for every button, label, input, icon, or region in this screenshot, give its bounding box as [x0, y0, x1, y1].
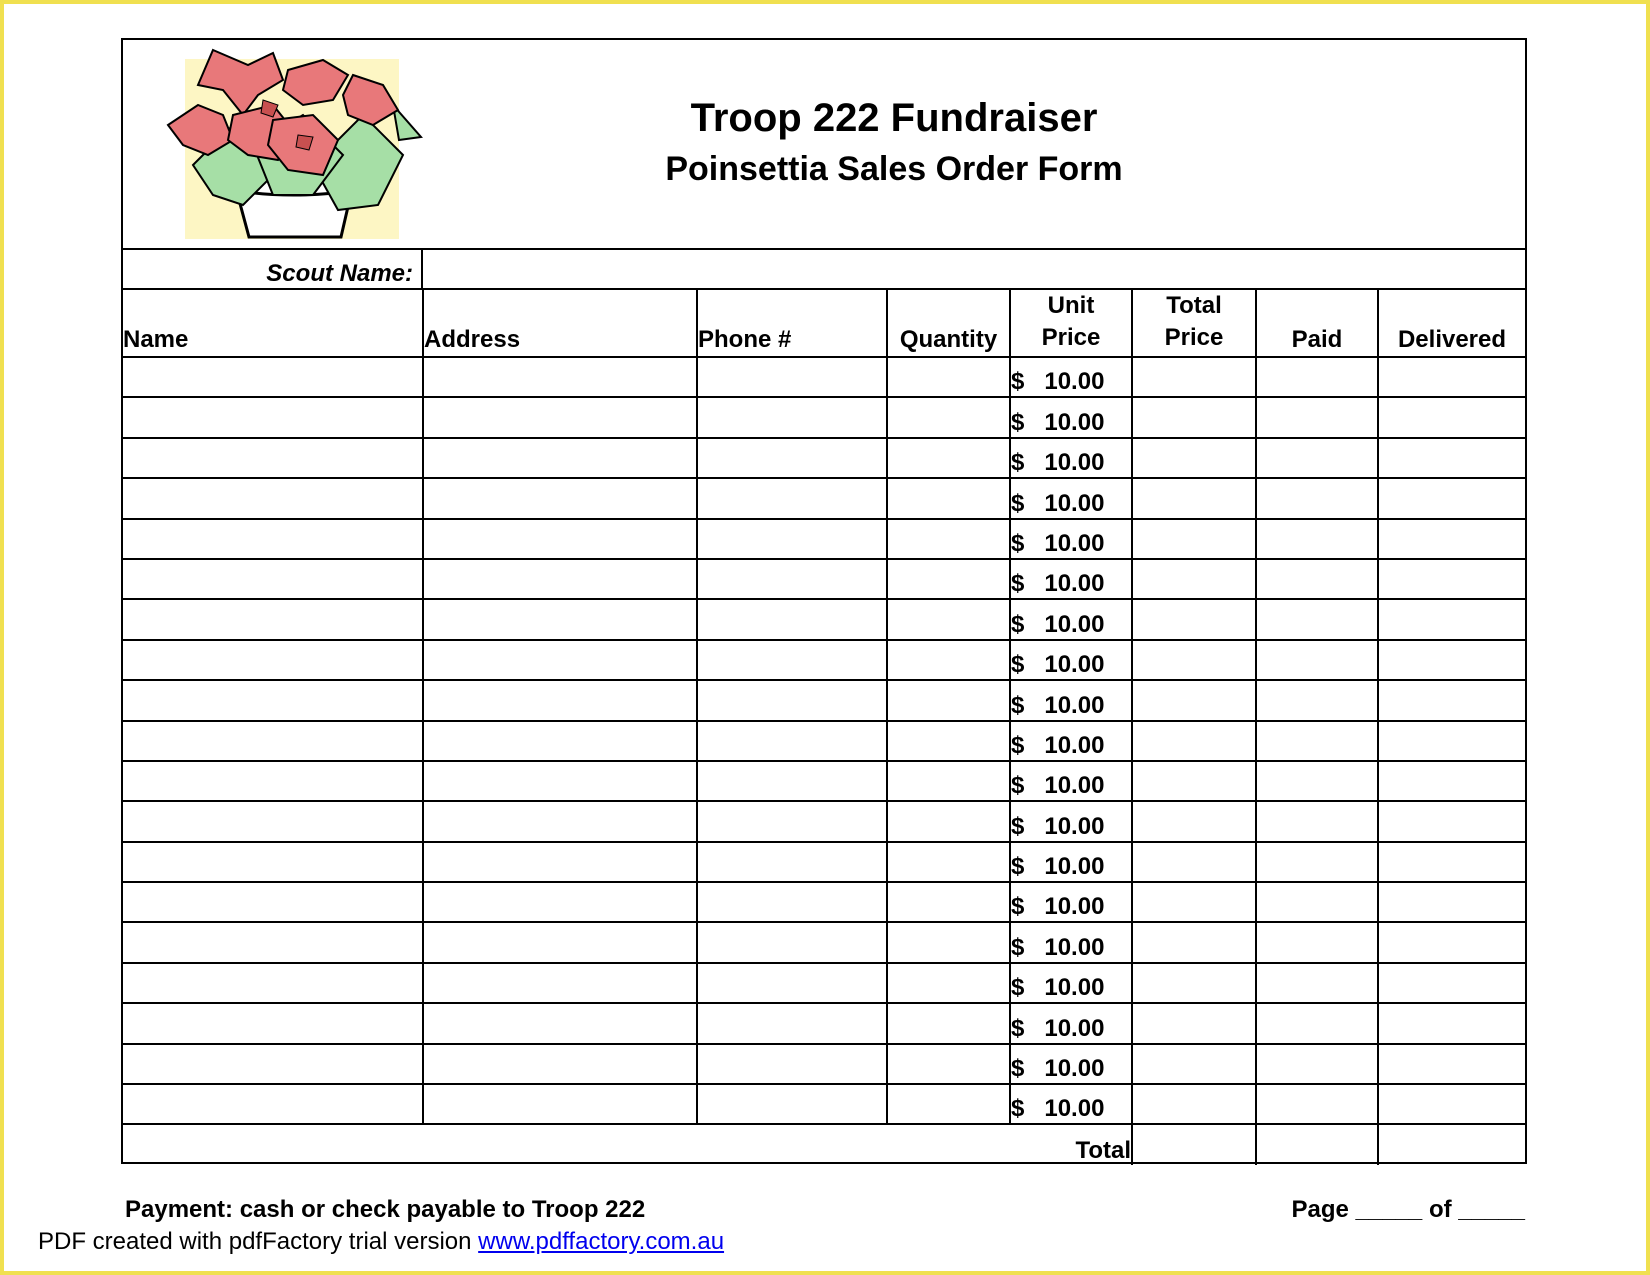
phone-cell[interactable] [697, 599, 887, 639]
quantity-cell[interactable] [887, 640, 1010, 680]
total-label: Total [123, 1124, 1132, 1164]
order-row [123, 438, 1525, 478]
order-row [123, 882, 1525, 922]
name-cell[interactable] [123, 842, 423, 882]
delivered-cell[interactable] [1378, 1044, 1525, 1084]
unit-price-cell: $ 10.00 [1010, 1003, 1132, 1043]
paid-cell[interactable] [1256, 963, 1378, 1003]
footer-text: PDF created with pdfFactory trial version [38, 1228, 479, 1255]
delivered-cell[interactable] [1378, 357, 1525, 397]
name-cell[interactable] [123, 397, 423, 437]
delivered-cell[interactable] [1378, 761, 1525, 801]
order-row [123, 842, 1525, 882]
quantity-cell[interactable] [887, 1044, 1010, 1084]
paid-cell[interactable] [1256, 842, 1378, 882]
order-row [123, 397, 1525, 437]
name-cell[interactable] [123, 680, 423, 720]
total-price-cell[interactable] [1132, 963, 1256, 1003]
address-cell[interactable] [423, 963, 697, 1003]
unit-price-cell: $ 10.00 [1010, 801, 1132, 841]
unit-price-cell: $ 10.00 [1010, 438, 1132, 478]
quantity-cell[interactable] [887, 357, 1010, 397]
unit-price-cell: $ 10.00 [1010, 842, 1132, 882]
paid-cell[interactable] [1256, 721, 1378, 761]
delivered-cell[interactable] [1378, 882, 1525, 922]
delivered-cell[interactable] [1378, 397, 1525, 437]
address-cell[interactable] [423, 640, 697, 680]
name-cell[interactable] [123, 478, 423, 518]
unit-price-cell: $ 10.00 [1010, 680, 1132, 720]
phone-cell[interactable] [697, 1003, 887, 1043]
unit-price-cell: $ 10.00 [1010, 397, 1132, 437]
total-price-cell[interactable] [1132, 397, 1256, 437]
quantity-cell[interactable] [887, 1084, 1010, 1124]
quantity-cell[interactable] [887, 397, 1010, 437]
address-cell[interactable] [423, 438, 697, 478]
name-cell[interactable] [123, 1084, 423, 1124]
order-row [123, 357, 1525, 397]
phone-cell[interactable] [697, 519, 887, 559]
form-header [123, 40, 1525, 250]
order-row [123, 559, 1525, 599]
paid-cell[interactable] [1256, 1044, 1378, 1084]
unit-price-cell: $ 10.00 [1010, 599, 1132, 639]
unit-price-cell: $ 10.00 [1010, 519, 1132, 559]
total-price-cell[interactable] [1132, 842, 1256, 882]
name-cell[interactable] [123, 761, 423, 801]
address-cell[interactable] [423, 599, 697, 639]
name-cell[interactable] [123, 357, 423, 397]
address-cell[interactable] [423, 922, 697, 962]
form-subtitle: Poinsettia Sales Order Form [665, 150, 1123, 188]
total-price-cell[interactable] [1132, 761, 1256, 801]
name-cell[interactable] [123, 882, 423, 922]
form-title: Troop 222 Fundraiser [690, 96, 1098, 140]
paid-cell[interactable] [1256, 599, 1378, 639]
col-header-quantity: Quantity [887, 290, 1010, 357]
name-cell[interactable] [123, 1003, 423, 1043]
unit-price-line-2: Price [1041, 324, 1101, 351]
address-cell[interactable] [423, 761, 697, 801]
quantity-cell[interactable] [887, 882, 1010, 922]
paid-total-cell[interactable] [1256, 1124, 1378, 1164]
total-row [123, 1124, 1525, 1164]
order-row [123, 1044, 1525, 1084]
total-price-cell[interactable] [1132, 357, 1256, 397]
payment-note: Payment: cash or check payable to Troop 222 [125, 1196, 646, 1223]
order-row [123, 599, 1525, 639]
phone-cell[interactable] [697, 801, 887, 841]
delivered-cell[interactable] [1378, 519, 1525, 559]
orders-table [123, 290, 1525, 1165]
paid-cell[interactable] [1256, 397, 1378, 437]
total-price-cell[interactable] [1132, 721, 1256, 761]
quantity-cell[interactable] [887, 1003, 1010, 1043]
delivered-cell[interactable] [1378, 963, 1525, 1003]
pdffactory-link[interactable]: www.pdffactory.com.au [478, 1228, 725, 1255]
order-row [123, 721, 1525, 761]
unit-price-cell: $ 10.00 [1010, 882, 1132, 922]
poinsettia-plant-icon [163, 45, 423, 245]
order-row [123, 963, 1525, 1003]
address-cell[interactable] [423, 882, 697, 922]
unit-price-cell: $ 10.00 [1010, 963, 1132, 1003]
quantity-cell[interactable] [887, 680, 1010, 720]
paid-cell[interactable] [1256, 519, 1378, 559]
delivered-cell[interactable] [1378, 559, 1525, 599]
phone-cell[interactable] [697, 680, 887, 720]
total-price-cell[interactable] [1132, 599, 1256, 639]
order-row [123, 640, 1525, 680]
col-header-delivered: Delivered [1378, 290, 1525, 357]
total-price-line-2: Price [1164, 324, 1224, 351]
phone-cell[interactable] [697, 438, 887, 478]
total-price-cell[interactable] [1132, 478, 1256, 518]
total-price-line-1: Total [1166, 292, 1222, 319]
total-price-cell[interactable] [1132, 559, 1256, 599]
unit-price-cell: $ 10.00 [1010, 1044, 1132, 1084]
quantity-cell[interactable] [887, 761, 1010, 801]
delivered-cell[interactable] [1378, 801, 1525, 841]
paid-cell[interactable] [1256, 640, 1378, 680]
unit-price-cell: $ 10.00 [1010, 1084, 1132, 1124]
name-cell[interactable] [123, 801, 423, 841]
quantity-cell[interactable] [887, 478, 1010, 518]
delivered-cell[interactable] [1378, 842, 1525, 882]
order-row [123, 801, 1525, 841]
name-cell[interactable] [123, 519, 423, 559]
order-row [123, 680, 1525, 720]
paid-cell[interactable] [1256, 478, 1378, 518]
phone-cell[interactable] [697, 721, 887, 761]
phone-cell[interactable] [697, 559, 887, 599]
phone-cell[interactable] [697, 357, 887, 397]
unit-price-cell: $ 10.00 [1010, 640, 1132, 680]
phone-cell[interactable] [697, 1084, 887, 1124]
total-price-cell[interactable] [1132, 1084, 1256, 1124]
quantity-cell[interactable] [887, 519, 1010, 559]
delivered-cell[interactable] [1378, 922, 1525, 962]
paid-cell[interactable] [1256, 680, 1378, 720]
total-price-cell[interactable] [1132, 922, 1256, 962]
paid-cell[interactable] [1256, 357, 1378, 397]
address-cell[interactable] [423, 801, 697, 841]
total-price-cell[interactable] [1132, 519, 1256, 559]
address-cell[interactable] [423, 397, 697, 437]
address-cell[interactable] [423, 680, 697, 720]
scout-name-field[interactable] [423, 250, 1525, 288]
total-price-cell[interactable] [1132, 801, 1256, 841]
delivered-cell[interactable] [1378, 1084, 1525, 1124]
address-cell[interactable] [423, 559, 697, 599]
address-cell[interactable] [423, 1084, 697, 1124]
col-header-phone: Phone # [697, 290, 887, 357]
quantity-cell[interactable] [887, 721, 1010, 761]
order-row [123, 922, 1525, 962]
orders-body [123, 357, 1525, 1165]
phone-cell[interactable] [697, 640, 887, 680]
phone-cell[interactable] [697, 963, 887, 1003]
order-row [123, 1084, 1525, 1124]
address-cell[interactable] [423, 842, 697, 882]
quantity-cell[interactable] [887, 801, 1010, 841]
scout-name-row [123, 250, 1525, 290]
total-price-cell[interactable] [1132, 680, 1256, 720]
delivered-cell[interactable] [1378, 721, 1525, 761]
name-cell[interactable] [123, 922, 423, 962]
phone-cell[interactable] [697, 397, 887, 437]
phone-cell[interactable] [697, 842, 887, 882]
col-header-unit-price [1010, 290, 1132, 357]
address-cell[interactable] [423, 478, 697, 518]
delivered-cell[interactable] [1378, 478, 1525, 518]
unit-price-cell: $ 10.00 [1010, 721, 1132, 761]
col-header-address: Address [423, 290, 697, 357]
address-cell[interactable] [423, 1003, 697, 1043]
total-price-cell[interactable] [1132, 1044, 1256, 1084]
col-header-name: Name [123, 290, 423, 357]
orders-header-row [123, 290, 1525, 357]
name-cell[interactable] [123, 640, 423, 680]
order-row [123, 761, 1525, 801]
paid-cell[interactable] [1256, 438, 1378, 478]
phone-cell[interactable] [697, 922, 887, 962]
total-price-cell[interactable] [1132, 438, 1256, 478]
page-number-field: Page _____ of _____ [1291, 1196, 1525, 1223]
unit-price-cell: $ 10.00 [1010, 761, 1132, 801]
order-row [123, 478, 1525, 518]
name-cell[interactable] [123, 438, 423, 478]
unit-price-cell: $ 10.00 [1010, 357, 1132, 397]
address-cell[interactable] [423, 519, 697, 559]
address-cell[interactable] [423, 721, 697, 761]
quantity-cell[interactable] [887, 842, 1010, 882]
paid-cell[interactable] [1256, 801, 1378, 841]
phone-cell[interactable] [697, 1044, 887, 1084]
quantity-cell[interactable] [887, 438, 1010, 478]
delivered-cell[interactable] [1378, 680, 1525, 720]
scout-name-label: Scout Name: [123, 250, 423, 288]
name-cell[interactable] [123, 599, 423, 639]
unit-price-line-1: Unit [1047, 292, 1095, 319]
delivered-total-cell[interactable] [1378, 1124, 1525, 1164]
pdf-footer [38, 1228, 724, 1256]
total-price-cell[interactable] [1132, 640, 1256, 680]
quantity-cell[interactable] [887, 963, 1010, 1003]
phone-cell[interactable] [697, 761, 887, 801]
phone-cell[interactable] [697, 478, 887, 518]
unit-price-cell: $ 10.00 [1010, 922, 1132, 962]
name-cell[interactable] [123, 559, 423, 599]
order-form [121, 38, 1527, 1164]
col-header-paid: Paid [1256, 290, 1378, 357]
paid-cell[interactable] [1256, 1084, 1378, 1124]
grand-total-cell[interactable] [1132, 1124, 1256, 1164]
delivered-cell[interactable] [1378, 640, 1525, 680]
paid-cell[interactable] [1256, 922, 1378, 962]
delivered-cell[interactable] [1378, 1003, 1525, 1043]
quantity-cell[interactable] [887, 922, 1010, 962]
quantity-cell[interactable] [887, 559, 1010, 599]
order-row [123, 519, 1525, 559]
name-cell[interactable] [123, 1044, 423, 1084]
paid-cell[interactable] [1256, 761, 1378, 801]
unit-price-cell: $ 10.00 [1010, 478, 1132, 518]
name-cell[interactable] [123, 721, 423, 761]
delivered-cell[interactable] [1378, 438, 1525, 478]
delivered-cell[interactable] [1378, 599, 1525, 639]
paid-cell[interactable] [1256, 559, 1378, 599]
name-cell[interactable] [123, 963, 423, 1003]
phone-cell[interactable] [697, 882, 887, 922]
total-price-cell[interactable] [1132, 882, 1256, 922]
address-cell[interactable] [423, 1044, 697, 1084]
address-cell[interactable] [423, 357, 697, 397]
total-price-cell[interactable] [1132, 1003, 1256, 1043]
col-header-total-price [1132, 290, 1256, 357]
paid-cell[interactable] [1256, 882, 1378, 922]
quantity-cell[interactable] [887, 599, 1010, 639]
unit-price-cell: $ 10.00 [1010, 559, 1132, 599]
paid-cell[interactable] [1256, 1003, 1378, 1043]
order-row [123, 1003, 1525, 1043]
